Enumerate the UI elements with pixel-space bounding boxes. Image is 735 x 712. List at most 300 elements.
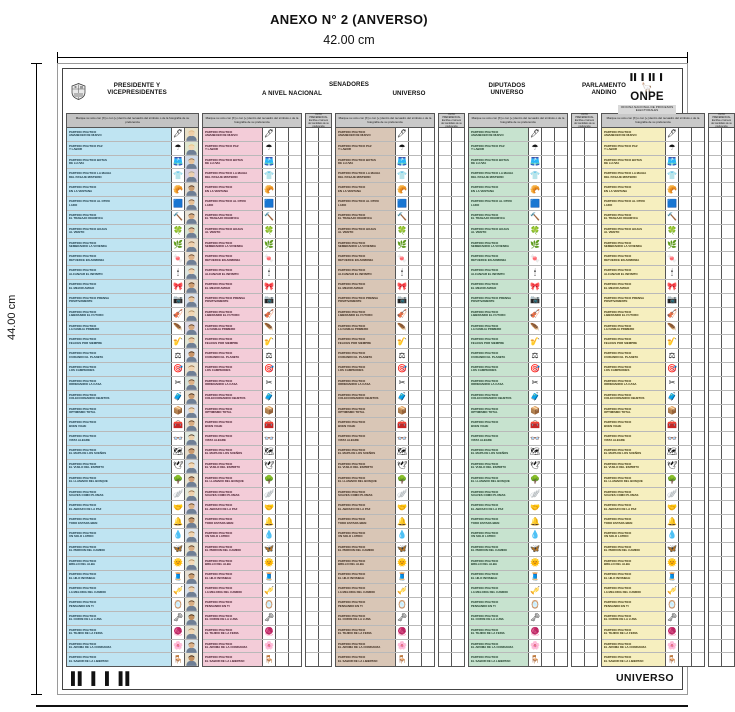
- party-symbol-cell[interactable]: [171, 294, 184, 307]
- table-row[interactable]: [602, 612, 704, 626]
- table-row[interactable]: [336, 183, 434, 197]
- preferential-row[interactable]: [306, 197, 331, 211]
- preferential-number-cell[interactable]: [709, 252, 721, 265]
- table-row[interactable]: [469, 211, 567, 225]
- preferential-number-cell[interactable]: [709, 543, 721, 556]
- table-row[interactable]: [602, 211, 704, 225]
- preferential-number-cell[interactable]: [306, 239, 318, 252]
- party-symbol-cell[interactable]: [528, 488, 541, 501]
- vote-mark-cell[interactable]: [541, 391, 554, 404]
- table-row[interactable]: [602, 391, 704, 405]
- party-symbol-cell[interactable]: [528, 197, 541, 210]
- vote-mark-cell[interactable]: [408, 529, 421, 542]
- preferential-number-cell[interactable]: [318, 169, 331, 182]
- party-symbol-cell[interactable]: [171, 474, 184, 487]
- preferential-number-cell[interactable]: [584, 349, 597, 362]
- preferential-row[interactable]: [306, 626, 331, 640]
- table-row[interactable]: [336, 280, 434, 294]
- preferential-row[interactable]: [709, 349, 734, 363]
- vote-mark-cell[interactable]: [421, 405, 434, 418]
- preferential-row[interactable]: [439, 156, 464, 170]
- preferential-row[interactable]: [709, 584, 734, 598]
- table-row[interactable]: [602, 197, 704, 211]
- party-symbol-cell[interactable]: [171, 169, 184, 182]
- preferential-row[interactable]: [572, 128, 597, 142]
- preferential-number-cell[interactable]: [451, 377, 464, 390]
- vote-mark-cell[interactable]: [554, 626, 567, 639]
- preferential-number-cell[interactable]: [306, 488, 318, 501]
- preferential-row[interactable]: [306, 266, 331, 280]
- vote-mark-cell[interactable]: [554, 460, 567, 473]
- vote-mark-cell[interactable]: [678, 280, 691, 293]
- preferential-number-cell[interactable]: [721, 446, 734, 459]
- table-row[interactable]: [203, 197, 301, 211]
- preferential-number-cell[interactable]: [451, 460, 464, 473]
- preferential-row[interactable]: [709, 280, 734, 294]
- preferential-number-cell[interactable]: [318, 446, 331, 459]
- preferential-number-cell[interactable]: [572, 335, 584, 348]
- preferential-row[interactable]: [439, 653, 464, 666]
- party-symbol-cell[interactable]: [262, 501, 275, 514]
- party-symbol-cell[interactable]: [171, 598, 184, 611]
- vote-mark-cell[interactable]: [421, 128, 434, 141]
- vote-mark-cell[interactable]: [408, 584, 421, 597]
- vote-mark-cell[interactable]: [275, 584, 288, 597]
- table-row[interactable]: [469, 266, 567, 280]
- table-row[interactable]: [336, 197, 434, 211]
- vote-mark-cell[interactable]: [554, 225, 567, 238]
- vote-mark-cell[interactable]: [288, 598, 301, 611]
- table-row[interactable]: [67, 653, 198, 666]
- preferential-row[interactable]: [572, 335, 597, 349]
- vote-mark-cell[interactable]: [288, 640, 301, 653]
- preferential-number-cell[interactable]: [572, 557, 584, 570]
- party-symbol-cell[interactable]: [665, 640, 678, 653]
- preferential-number-cell[interactable]: [709, 529, 721, 542]
- preferential-number-cell[interactable]: [318, 529, 331, 542]
- vote-mark-cell[interactable]: [275, 142, 288, 155]
- candidate-photo-cell[interactable]: [184, 653, 198, 666]
- vote-mark-cell[interactable]: [678, 266, 691, 279]
- preferential-row[interactable]: [439, 197, 464, 211]
- vote-mark-cell[interactable]: [554, 322, 567, 335]
- vote-mark-cell[interactable]: [408, 653, 421, 666]
- party-symbol-cell[interactable]: [262, 653, 275, 666]
- vote-mark-cell[interactable]: [541, 584, 554, 597]
- preferential-row[interactable]: [572, 197, 597, 211]
- vote-mark-cell[interactable]: [421, 501, 434, 514]
- vote-mark-cell[interactable]: [678, 571, 691, 584]
- vote-mark-cell[interactable]: [691, 529, 704, 542]
- party-symbol-cell[interactable]: [395, 335, 408, 348]
- vote-mark-cell[interactable]: [678, 294, 691, 307]
- preferential-row[interactable]: [709, 391, 734, 405]
- party-symbol-cell[interactable]: [665, 335, 678, 348]
- preferential-number-cell[interactable]: [451, 308, 464, 321]
- preferential-number-cell[interactable]: [451, 183, 464, 196]
- party-symbol-cell[interactable]: [171, 142, 184, 155]
- table-row[interactable]: [203, 626, 301, 640]
- vote-mark-cell[interactable]: [541, 363, 554, 376]
- vote-mark-cell[interactable]: [288, 266, 301, 279]
- preferential-number-cell[interactable]: [721, 211, 734, 224]
- preferential-number-cell[interactable]: [572, 529, 584, 542]
- party-symbol-cell[interactable]: [528, 640, 541, 653]
- party-symbol-cell[interactable]: [262, 363, 275, 376]
- preferential-number-cell[interactable]: [439, 653, 451, 666]
- vote-mark-cell[interactable]: [691, 653, 704, 666]
- party-symbol-cell[interactable]: [262, 626, 275, 639]
- party-symbol-cell[interactable]: [528, 418, 541, 431]
- preferential-row[interactable]: [439, 266, 464, 280]
- party-symbol-cell[interactable]: [262, 598, 275, 611]
- preferential-number-cell[interactable]: [318, 349, 331, 362]
- table-row[interactable]: [469, 391, 567, 405]
- preferential-row[interactable]: [439, 252, 464, 266]
- preferential-number-cell[interactable]: [451, 197, 464, 210]
- table-row[interactable]: [469, 128, 567, 142]
- preferential-row[interactable]: [306, 653, 331, 666]
- party-symbol-cell[interactable]: [262, 584, 275, 597]
- vote-mark-cell[interactable]: [554, 640, 567, 653]
- preferential-number-cell[interactable]: [721, 626, 734, 639]
- preferential-row[interactable]: [572, 626, 597, 640]
- vote-mark-cell[interactable]: [554, 252, 567, 265]
- vote-mark-cell[interactable]: [541, 266, 554, 279]
- party-symbol-cell[interactable]: [171, 266, 184, 279]
- table-row[interactable]: [336, 128, 434, 142]
- vote-mark-cell[interactable]: [288, 156, 301, 169]
- preferential-row[interactable]: [306, 128, 331, 142]
- preferential-row[interactable]: [306, 446, 331, 460]
- preferential-number-cell[interactable]: [318, 239, 331, 252]
- table-row[interactable]: [602, 349, 704, 363]
- party-symbol-cell[interactable]: [395, 197, 408, 210]
- party-symbol-cell[interactable]: [395, 363, 408, 376]
- party-symbol-cell[interactable]: [395, 446, 408, 459]
- table-row[interactable]: [469, 405, 567, 419]
- table-row[interactable]: [203, 363, 301, 377]
- party-symbol-cell[interactable]: [395, 280, 408, 293]
- table-row[interactable]: [336, 225, 434, 239]
- vote-mark-cell[interactable]: [275, 653, 288, 666]
- preferential-number-cell[interactable]: [572, 322, 584, 335]
- preferential-number-cell[interactable]: [709, 432, 721, 445]
- preferential-row[interactable]: [306, 501, 331, 515]
- vote-mark-cell[interactable]: [541, 474, 554, 487]
- party-symbol-cell[interactable]: [262, 225, 275, 238]
- preferential-number-cell[interactable]: [721, 543, 734, 556]
- party-symbol-cell[interactable]: [171, 543, 184, 556]
- preferential-number-cell[interactable]: [721, 128, 734, 141]
- preferential-number-cell[interactable]: [306, 169, 318, 182]
- preferential-number-cell[interactable]: [439, 197, 451, 210]
- table-row[interactable]: [602, 515, 704, 529]
- vote-mark-cell[interactable]: [288, 142, 301, 155]
- table-row[interactable]: [67, 169, 198, 183]
- preferential-number-cell[interactable]: [318, 252, 331, 265]
- party-symbol-cell[interactable]: [262, 446, 275, 459]
- preferential-number-cell[interactable]: [439, 474, 451, 487]
- table-row[interactable]: [469, 584, 567, 598]
- preferential-number-cell[interactable]: [318, 543, 331, 556]
- table-row[interactable]: [203, 294, 301, 308]
- table-row[interactable]: [67, 377, 198, 391]
- table-row[interactable]: [67, 584, 198, 598]
- vote-mark-cell[interactable]: [288, 460, 301, 473]
- preferential-number-cell[interactable]: [306, 640, 318, 653]
- table-row[interactable]: [602, 156, 704, 170]
- party-symbol-cell[interactable]: [665, 653, 678, 666]
- party-symbol-cell[interactable]: [395, 488, 408, 501]
- vote-mark-cell[interactable]: [541, 501, 554, 514]
- vote-mark-cell[interactable]: [421, 280, 434, 293]
- preferential-number-cell[interactable]: [721, 640, 734, 653]
- party-symbol-cell[interactable]: [528, 446, 541, 459]
- preferential-number-cell[interactable]: [721, 612, 734, 625]
- preferential-number-cell[interactable]: [584, 626, 597, 639]
- vote-mark-cell[interactable]: [288, 405, 301, 418]
- preferential-row[interactable]: [306, 322, 331, 336]
- vote-mark-cell[interactable]: [691, 225, 704, 238]
- preferential-number-cell[interactable]: [584, 183, 597, 196]
- table-row[interactable]: [602, 308, 704, 322]
- vote-mark-cell[interactable]: [554, 474, 567, 487]
- vote-mark-cell[interactable]: [275, 266, 288, 279]
- table-row[interactable]: [203, 322, 301, 336]
- table-row[interactable]: [602, 266, 704, 280]
- preferential-row[interactable]: [572, 308, 597, 322]
- preferential-row[interactable]: [709, 225, 734, 239]
- party-symbol-cell[interactable]: [171, 515, 184, 528]
- vote-mark-cell[interactable]: [691, 363, 704, 376]
- preferential-number-cell[interactable]: [572, 598, 584, 611]
- table-row[interactable]: [67, 363, 198, 377]
- preferential-number-cell[interactable]: [439, 612, 451, 625]
- vote-mark-cell[interactable]: [421, 612, 434, 625]
- preferential-number-cell[interactable]: [451, 543, 464, 556]
- vote-mark-cell[interactable]: [691, 239, 704, 252]
- preferential-number-cell[interactable]: [584, 432, 597, 445]
- party-symbol-cell[interactable]: [395, 626, 408, 639]
- vote-mark-cell[interactable]: [691, 335, 704, 348]
- party-symbol-cell[interactable]: [528, 529, 541, 542]
- preferential-number-cell[interactable]: [318, 626, 331, 639]
- preferential-number-cell[interactable]: [721, 308, 734, 321]
- vote-mark-cell[interactable]: [288, 197, 301, 210]
- party-symbol-cell[interactable]: [395, 432, 408, 445]
- vote-mark-cell[interactable]: [691, 197, 704, 210]
- table-row[interactable]: [469, 377, 567, 391]
- preferential-row[interactable]: [709, 169, 734, 183]
- party-symbol-cell[interactable]: [395, 322, 408, 335]
- candidate-photo-cell[interactable]: [184, 418, 198, 431]
- preferential-number-cell[interactable]: [709, 280, 721, 293]
- table-row[interactable]: [67, 529, 198, 543]
- preferential-row[interactable]: [439, 377, 464, 391]
- party-symbol-cell[interactable]: [665, 377, 678, 390]
- preferential-row[interactable]: [572, 653, 597, 666]
- vote-mark-cell[interactable]: [678, 557, 691, 570]
- vote-mark-cell[interactable]: [678, 432, 691, 445]
- preferential-row[interactable]: [572, 349, 597, 363]
- vote-mark-cell[interactable]: [288, 377, 301, 390]
- preferential-number-cell[interactable]: [709, 211, 721, 224]
- preferential-number-cell[interactable]: [572, 432, 584, 445]
- party-symbol-cell[interactable]: [262, 266, 275, 279]
- preferential-number-cell[interactable]: [584, 653, 597, 666]
- preferential-number-cell[interactable]: [709, 405, 721, 418]
- preferential-number-cell[interactable]: [451, 571, 464, 584]
- vote-mark-cell[interactable]: [275, 432, 288, 445]
- preferential-number-cell[interactable]: [572, 183, 584, 196]
- preferential-number-cell[interactable]: [721, 169, 734, 182]
- preferential-number-cell[interactable]: [584, 225, 597, 238]
- party-symbol-cell[interactable]: [665, 266, 678, 279]
- preferential-number-cell[interactable]: [318, 363, 331, 376]
- preferential-number-cell[interactable]: [306, 515, 318, 528]
- party-symbol-cell[interactable]: [665, 142, 678, 155]
- table-row[interactable]: [469, 418, 567, 432]
- table-row[interactable]: [67, 197, 198, 211]
- vote-mark-cell[interactable]: [408, 225, 421, 238]
- preferential-number-cell[interactable]: [439, 280, 451, 293]
- party-symbol-cell[interactable]: [171, 557, 184, 570]
- preferential-row[interactable]: [572, 543, 597, 557]
- table-row[interactable]: [469, 239, 567, 253]
- preferential-number-cell[interactable]: [584, 571, 597, 584]
- vote-mark-cell[interactable]: [421, 239, 434, 252]
- vote-mark-cell[interactable]: [288, 653, 301, 666]
- table-row[interactable]: [602, 418, 704, 432]
- vote-mark-cell[interactable]: [275, 460, 288, 473]
- vote-mark-cell[interactable]: [691, 294, 704, 307]
- vote-mark-cell[interactable]: [678, 142, 691, 155]
- table-row[interactable]: [602, 335, 704, 349]
- preferential-row[interactable]: [572, 571, 597, 585]
- preferential-number-cell[interactable]: [584, 252, 597, 265]
- preferential-number-cell[interactable]: [709, 612, 721, 625]
- preferential-number-cell[interactable]: [709, 225, 721, 238]
- candidate-photo-cell[interactable]: [184, 266, 198, 279]
- preferential-number-cell[interactable]: [584, 391, 597, 404]
- preferential-number-cell[interactable]: [439, 335, 451, 348]
- preferential-row[interactable]: [306, 308, 331, 322]
- table-row[interactable]: [602, 225, 704, 239]
- vote-mark-cell[interactable]: [408, 432, 421, 445]
- table-row[interactable]: [67, 418, 198, 432]
- vote-mark-cell[interactable]: [288, 529, 301, 542]
- candidate-photo-cell[interactable]: [184, 543, 198, 556]
- party-symbol-cell[interactable]: [395, 543, 408, 556]
- preferential-row[interactable]: [439, 349, 464, 363]
- vote-mark-cell[interactable]: [678, 349, 691, 362]
- preferential-number-cell[interactable]: [584, 377, 597, 390]
- vote-mark-cell[interactable]: [421, 156, 434, 169]
- party-symbol-cell[interactable]: [528, 322, 541, 335]
- preferential-number-cell[interactable]: [318, 598, 331, 611]
- party-symbol-cell[interactable]: [262, 571, 275, 584]
- table-row[interactable]: [203, 280, 301, 294]
- vote-mark-cell[interactable]: [691, 474, 704, 487]
- preferential-number-cell[interactable]: [721, 266, 734, 279]
- preferential-row[interactable]: [572, 529, 597, 543]
- party-symbol-cell[interactable]: [395, 294, 408, 307]
- table-row[interactable]: [336, 432, 434, 446]
- party-symbol-cell[interactable]: [528, 128, 541, 141]
- vote-mark-cell[interactable]: [541, 488, 554, 501]
- preferential-number-cell[interactable]: [709, 169, 721, 182]
- preferential-number-cell[interactable]: [572, 612, 584, 625]
- vote-mark-cell[interactable]: [678, 529, 691, 542]
- table-row[interactable]: [203, 640, 301, 654]
- preferential-number-cell[interactable]: [709, 183, 721, 196]
- party-symbol-cell[interactable]: [171, 405, 184, 418]
- table-row[interactable]: [469, 571, 567, 585]
- preferential-row[interactable]: [306, 460, 331, 474]
- party-symbol-cell[interactable]: [171, 280, 184, 293]
- preferential-row[interactable]: [439, 432, 464, 446]
- preferential-number-cell[interactable]: [306, 308, 318, 321]
- table-row[interactable]: [67, 349, 198, 363]
- party-symbol-cell[interactable]: [665, 432, 678, 445]
- vote-mark-cell[interactable]: [541, 377, 554, 390]
- preferential-number-cell[interactable]: [439, 571, 451, 584]
- vote-mark-cell[interactable]: [541, 405, 554, 418]
- preferential-row[interactable]: [572, 211, 597, 225]
- preferential-number-cell[interactable]: [572, 197, 584, 210]
- vote-mark-cell[interactable]: [554, 211, 567, 224]
- preferential-number-cell[interactable]: [709, 335, 721, 348]
- table-row[interactable]: [336, 515, 434, 529]
- vote-mark-cell[interactable]: [541, 308, 554, 321]
- preferential-number-cell[interactable]: [439, 142, 451, 155]
- preferential-number-cell[interactable]: [709, 626, 721, 639]
- table-row[interactable]: [203, 377, 301, 391]
- preferential-number-cell[interactable]: [572, 239, 584, 252]
- preferential-number-cell[interactable]: [439, 557, 451, 570]
- party-symbol-cell[interactable]: [262, 142, 275, 155]
- preferential-number-cell[interactable]: [709, 571, 721, 584]
- vote-mark-cell[interactable]: [275, 294, 288, 307]
- preferential-number-cell[interactable]: [306, 501, 318, 514]
- preferential-number-cell[interactable]: [584, 197, 597, 210]
- vote-mark-cell[interactable]: [275, 239, 288, 252]
- preferential-number-cell[interactable]: [709, 391, 721, 404]
- preferential-number-cell[interactable]: [709, 239, 721, 252]
- preferential-number-cell[interactable]: [318, 183, 331, 196]
- preferential-row[interactable]: [709, 653, 734, 666]
- vote-mark-cell[interactable]: [421, 418, 434, 431]
- table-row[interactable]: [67, 432, 198, 446]
- vote-mark-cell[interactable]: [275, 515, 288, 528]
- table-row[interactable]: [203, 418, 301, 432]
- party-symbol-cell[interactable]: [395, 239, 408, 252]
- vote-mark-cell[interactable]: [421, 515, 434, 528]
- preferential-number-cell[interactable]: [709, 197, 721, 210]
- table-row[interactable]: [203, 252, 301, 266]
- candidate-photo-cell[interactable]: [184, 252, 198, 265]
- party-symbol-cell[interactable]: [395, 183, 408, 196]
- vote-mark-cell[interactable]: [288, 349, 301, 362]
- table-row[interactable]: [67, 266, 198, 280]
- vote-mark-cell[interactable]: [275, 335, 288, 348]
- preferential-number-cell[interactable]: [721, 529, 734, 542]
- preferential-number-cell[interactable]: [318, 308, 331, 321]
- vote-mark-cell[interactable]: [554, 501, 567, 514]
- preferential-number-cell[interactable]: [318, 211, 331, 224]
- preferential-row[interactable]: [572, 294, 597, 308]
